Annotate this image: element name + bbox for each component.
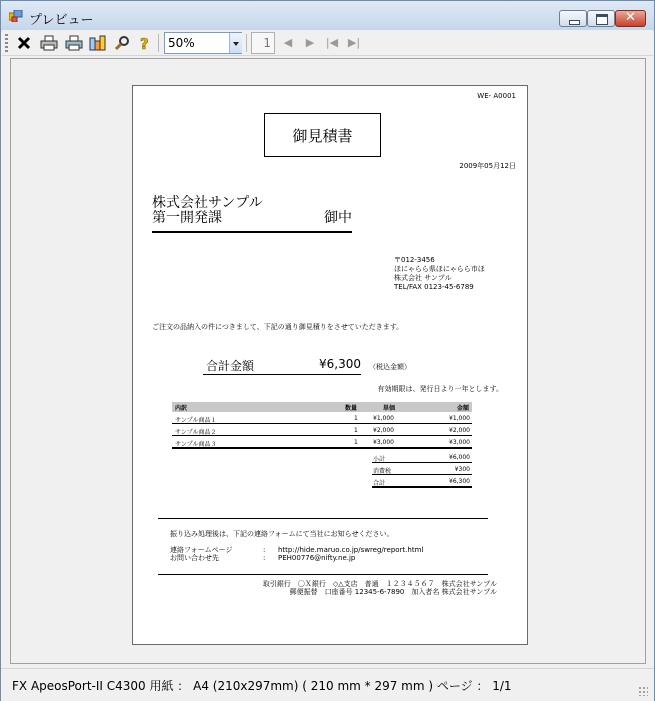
prev-page-icon: ◀ [283,36,293,49]
summary-row [372,475,472,488]
document-page [132,85,528,645]
summary-label: 合計 [373,480,386,487]
table-cell: サンプル商品１ [175,417,217,424]
document-number: WE- A0001 [477,92,516,100]
column-header: 内訳 [175,405,188,412]
zoom-value: 50% [168,36,195,50]
print-setup-button[interactable] [64,33,84,53]
contact-url: http://hide.maruo.co.jp/swreg/report.html [278,546,424,554]
colon: : [263,546,266,554]
print-setup-icon [65,35,83,51]
page-number-field[interactable]: 1 [251,32,275,54]
contact-colons [263,546,265,562]
bank-info [263,580,497,596]
summary-value: ¥6,000 [449,454,470,461]
minimize-icon [569,20,580,25]
table-cell: ¥1,000 [373,415,394,422]
summary-row [372,463,472,475]
total-value: ¥6,300 [319,357,361,371]
summary-row [372,451,472,463]
sender-postal: 〒012-3456 [394,256,435,264]
svg-text:?: ? [140,35,149,51]
prev-page-button[interactable] [280,34,296,52]
close-preview-button[interactable] [14,33,34,53]
first-page-button[interactable] [324,34,340,52]
table-cell: ¥1,000 [449,415,470,422]
window-title: プレビュー [29,13,94,28]
zoom-select[interactable] [164,32,242,54]
last-page-icon: ▶| [347,36,361,49]
page-setup-icon [89,35,107,51]
maximize-button[interactable] [587,10,615,27]
notice-text: 振り込み処理後は、下記の連絡フォームにて当社にお知らせください。 [170,530,394,538]
customer-name [152,196,263,226]
close-window-button[interactable] [615,10,646,27]
customer-department: 第一開発課 [152,210,222,226]
next-page-button[interactable] [302,34,318,52]
summary-value: ¥6,300 [449,478,470,485]
toolbar-separator [246,34,247,52]
summary-label: 小計 [373,456,386,463]
postal-transfer-line: 郵便振替 口座番号 12345-6-7890 加入者名 株式会社サンプル [289,588,497,596]
total-underline [203,374,361,375]
table-cell: ¥3,000 [373,439,394,446]
customer-underline [152,231,352,233]
resize-grip[interactable] [638,686,648,696]
first-page-icon: |◀ [325,36,339,49]
toolbar [2,30,653,56]
customer-honorific: 御中 [324,210,352,226]
contact-form-label: 連絡フォームページ [170,546,233,554]
intro-text: ご注文の品納入の件につきまして、下記の通り御見積りをさせていただきます。 [152,323,404,331]
next-page-icon: ▶ [305,36,315,49]
sender-address: ほにゃらら県ほにゃらら市ほ [394,265,485,273]
table-row [172,436,472,449]
print-icon [40,35,58,51]
status-bar [1,668,654,701]
colon: : [263,554,266,562]
table-row [172,412,472,424]
table-row [172,424,472,436]
document-title: 御見積書 [264,113,381,157]
search-button[interactable] [112,33,132,53]
contact-values [278,546,423,562]
summary-table [372,451,472,488]
table-header [172,402,472,412]
divider [158,574,488,575]
preview-area[interactable] [10,58,646,664]
tax-note: （税込金額） [369,363,411,371]
help-icon [138,35,152,51]
last-page-button[interactable] [346,34,362,52]
table-cell: 1 [354,415,358,422]
title-bar [1,1,654,31]
items-table [172,402,472,488]
column-header: 金額 [456,405,469,412]
column-header: 単価 [383,405,396,412]
search-icon [114,35,130,51]
table-cell: 1 [354,427,358,434]
minimize-button[interactable] [559,10,587,27]
table-cell: 1 [354,439,358,446]
column-header: 数量 [345,405,358,412]
print-button[interactable] [39,33,59,53]
close-window-icon: ✕ [625,10,636,25]
contact-labels [170,546,233,562]
chevron-down-icon[interactable] [229,33,242,53]
status-text: FX ApeosPort-II C4300 用紙 ： A4 (210x297mm) ( 210 mm * 297 mm ) ページ ： 1/1 [12,679,512,693]
sender-block [394,256,485,292]
app-icon [9,10,23,22]
total-label: 合計金額 [206,359,255,373]
customer-company: 株式会社サンプル [152,195,263,211]
sender-tel: TEL/FAX 0123-45-6789 [394,283,474,291]
maximize-icon [596,14,608,25]
table-cell: ¥3,000 [449,439,470,446]
bank-line: 取引銀行 〇Ｘ銀行 ◇△支店 普通 １２３４５６７ 株式会社サンプル [262,580,497,588]
page-setup-button[interactable] [88,33,108,53]
summary-label: 消費税 [373,468,392,475]
table-cell: ¥2,000 [449,427,470,434]
validity-text: 有効期限は、発行日より一年とします。 [377,385,503,393]
document-date: 2009年05月12日 [459,162,516,170]
contact-email: PEH00776@nifty.ne.jp [278,554,356,562]
contact-inquiry-label: お問い合わせ先 [170,554,219,562]
divider [158,518,488,519]
help-button[interactable] [135,33,155,53]
close-icon [16,35,32,51]
summary-value: ¥300 [454,466,470,473]
sender-company: 株式会社 サンプル [394,274,452,282]
table-cell: サンプル商品２ [175,429,217,436]
table-cell: ¥2,000 [373,427,394,434]
toolbar-separator [158,34,159,52]
table-cell: サンプル商品３ [175,441,217,448]
toolbar-grip[interactable] [5,34,8,52]
